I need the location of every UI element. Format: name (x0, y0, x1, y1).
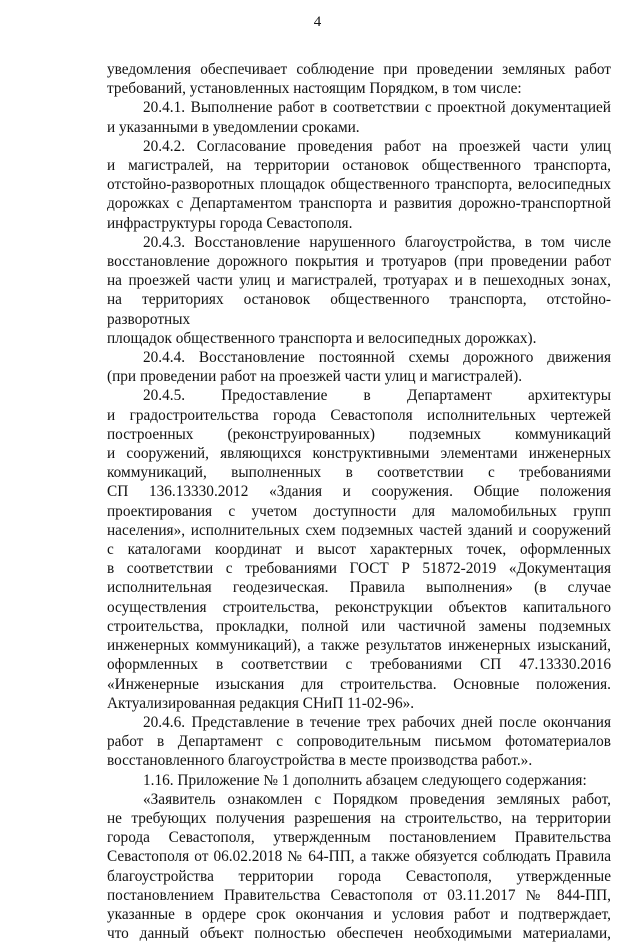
paragraph-line: Севастополя от 06.02.2018 № 64-ПП, а также обязуется соблюдать Правила (107, 848, 611, 866)
paragraph-line: 1.16. Приложение № 1 дополнить абзацем следующего содержания: (143, 771, 587, 789)
paragraph-line: Актуализированная редакция СНиП 11-02-96». (107, 694, 415, 712)
paragraph-line: требований, установленных настоящим Порядком, в том числе: (107, 80, 522, 98)
paragraph-line: строительства, прокладки, полной или частичной замены подземных (107, 617, 611, 635)
paragraph-line: 20.4.2. Согласование проведения работ на проезжей части улиц (143, 137, 611, 155)
paragraph-line: в соответствии с требованиями ГОСТ Р 51872-2019 «Документация (107, 560, 611, 578)
paragraph-line: (при проведении работ на проезжей части улиц и магистралей). (107, 368, 523, 386)
paragraph-line: «Заявитель ознакомлен с Порядком проведения земляных работ, (143, 790, 611, 808)
paragraph-line: постановлением Правительства Севастополя от 03.11.2017 № 844-ПП, (107, 886, 611, 904)
paragraph-line: населения», исполнительных схем подземных частей зданий и сооружений (107, 521, 611, 539)
paragraph-line: и сооружений, являющихся конструктивными элементами инженерных (107, 445, 611, 463)
paragraph-line: инфраструктуры города Севастополя. (107, 214, 353, 232)
paragraph-line: оформленных в соответствии с требованиями СП 47.13330.2016 (107, 656, 611, 674)
paragraph-line: города Севастополя, утвержденным постановлением Правительства (107, 829, 611, 847)
paragraph-line: на территориях остановок общественного транспорта, отстойно-разворотных (107, 291, 611, 328)
paragraph-line: 20.4.5. Предоставление в Департамент архитектуры (143, 387, 611, 405)
document-body (107, 60, 611, 943)
paragraph-line: осуществления строительства, реконструкции объектов капитального (107, 598, 611, 616)
paragraph-line: 20.4.4. Восстановление постоянной схемы дорожного движения (143, 349, 611, 367)
paragraph-line: коммуникаций, выполненных в соответствии с требованиями (107, 464, 611, 482)
paragraph-line: с каталогами координат и высот характерных точек, оформленных (107, 541, 611, 559)
paragraph-line: и указанными в уведомлении сроками. (107, 118, 360, 136)
paragraph-line: на проезжей части улиц и магистралей, тротуарах и в пешеходных зонах, (107, 272, 611, 290)
paragraph-line: 20.4.1. Выполнение работ в соответствии с проектной документацией (143, 99, 611, 117)
page-number: 4 (313, 14, 322, 30)
paragraph-line: и магистралей, на территории остановок общественного транспорта, (107, 157, 611, 175)
paragraph-line: восстановленного благоустройства в месте производства работ.». (107, 752, 533, 770)
paragraph-line: 20.4.3. Восстановление нарушенного благоустройства, в том числе (143, 233, 611, 251)
paragraph-line: 20.4.6. Представление в течение трех рабочих дней после окончания (143, 713, 611, 731)
paragraph-line: и градостроительства города Севастополя исполнительных чертежей (107, 406, 611, 424)
paragraph-line: построенных (реконструированных) подземных коммуникаций (107, 425, 611, 443)
paragraph-line: проектирования с учетом доступности для маломобильных групп (107, 502, 611, 520)
paragraph-line: дорожках с Департаментом транспорта и развития дорожно-транспортной (107, 195, 611, 213)
paragraph-line: СП 136.13330.2012 «Здания и сооружения. Общие положения (107, 483, 611, 501)
paragraph-line: восстановление дорожного покрытия и тротуаров (при проведении работ (107, 253, 611, 271)
paragraph-line: отстойно-разворотных площадок общественного транспорта, велосипедных (107, 176, 611, 194)
paragraph-line: не требующих получения разрешения на строительство, на территории (107, 809, 611, 827)
paragraph-line: исполнительная геодезическая. Правила выполнения» (в случае (107, 579, 611, 597)
paragraph-line: уведомления обеспечивает соблюдение при проведении земляных работ (107, 61, 611, 78)
paragraph-line: работ в Департамент с сопроводительным письмом фотоматериалов (107, 733, 611, 751)
paragraph-line: что данный объект полностью обеспечен необходимыми материалами, (107, 925, 611, 943)
paragraph-line: площадок общественного транспорта и велосипедных дорожках). (107, 329, 537, 347)
paragraph-line: «Инженерные изыскания для строительства. Основные положения. (107, 675, 611, 693)
paragraph-line: инженерных коммуникаций), а также результатов инженерных изысканий, (107, 637, 611, 655)
paragraph-line: указанные в ордере срок окончания и условия работ и подтверждает, (107, 905, 611, 923)
paragraph-line: благоустройства территории города Севастополя, утвержденные (107, 867, 611, 885)
